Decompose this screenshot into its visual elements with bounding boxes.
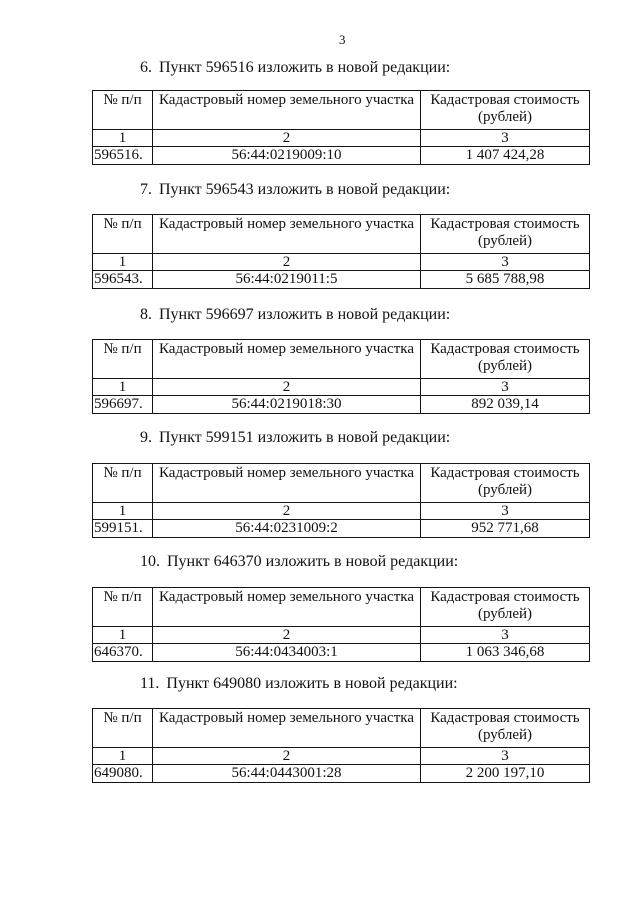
header-number: № п/п	[93, 340, 153, 379]
section-number: 10.	[140, 553, 160, 570]
item-number: 649080.	[93, 765, 153, 783]
header-number: № п/п	[93, 215, 153, 254]
cadastral-number: 56:44:0434003:1	[153, 644, 421, 662]
header-number: № п/п	[93, 91, 153, 130]
header-cadastral-cost: Кадастровая стоимость (рублей)	[421, 91, 590, 130]
item-number: 596516.	[93, 147, 153, 165]
section-heading	[140, 553, 458, 571]
cadastral-table	[92, 90, 590, 165]
column-index: 1	[93, 254, 153, 271]
column-index: 1	[93, 627, 153, 644]
cadastral-table	[92, 463, 590, 538]
column-index: 2	[153, 503, 421, 520]
header-number: № п/п	[93, 588, 153, 627]
cadastral-table	[92, 708, 590, 783]
section-text: Пункт 649080 изложить в новой редакции:	[166, 675, 458, 692]
cadastral-number: 56:44:0231009:2	[153, 520, 421, 538]
column-index: 2	[153, 254, 421, 271]
item-number: 596543.	[93, 271, 153, 289]
column-index: 3	[421, 627, 590, 644]
header-number: № п/п	[93, 709, 153, 748]
table-header-row	[93, 709, 590, 748]
cadastral-cost: 5 685 788,98	[421, 271, 590, 289]
section-text: Пункт 596516 изложить в новой редакции:	[159, 59, 451, 76]
table-row	[93, 271, 590, 289]
item-number: 599151.	[93, 520, 153, 538]
column-index: 1	[93, 130, 153, 147]
section-text: Пункт 599151 изложить в новой редакции:	[159, 429, 451, 446]
table-row	[93, 644, 590, 662]
section-text: Пункт 646370 изложить в новой редакции:	[167, 553, 459, 570]
column-index-row	[93, 748, 590, 765]
cadastral-number: 56:44:0219011:5	[153, 271, 421, 289]
header-cadastral-number: Кадастровый номер земельного участка	[153, 588, 421, 627]
column-index-row	[93, 503, 590, 520]
column-index-row	[93, 254, 590, 271]
item-number: 596697.	[93, 396, 153, 414]
column-index: 3	[421, 748, 590, 765]
column-index: 2	[153, 379, 421, 396]
table-header-row	[93, 588, 590, 627]
cadastral-cost: 1 407 424,28	[421, 147, 590, 165]
header-cadastral-number: Кадастровый номер земельного участка	[153, 709, 421, 748]
section-heading	[140, 59, 450, 77]
table-header-row	[93, 464, 590, 503]
header-cadastral-number: Кадастровый номер земельного участка	[153, 464, 421, 503]
column-index: 3	[421, 130, 590, 147]
cadastral-number: 56:44:0443001:28	[153, 765, 421, 783]
item-number: 646370.	[93, 644, 153, 662]
cadastral-cost: 952 771,68	[421, 520, 590, 538]
table-header-row	[93, 340, 590, 379]
column-index: 2	[153, 130, 421, 147]
cadastral-number: 56:44:0219018:30	[153, 396, 421, 414]
table-header-row	[93, 215, 590, 254]
section-text: Пункт 596697 изложить в новой редакции:	[159, 306, 451, 323]
section-heading	[140, 306, 450, 324]
section-number: 6.	[140, 59, 152, 76]
table-header-row	[93, 91, 590, 130]
cadastral-number: 56:44:0219009:10	[153, 147, 421, 165]
column-index: 3	[421, 254, 590, 271]
header-cadastral-cost: Кадастровая стоимость (рублей)	[421, 340, 590, 379]
cadastral-table	[92, 214, 590, 289]
section-number: 11.	[140, 675, 160, 692]
header-cadastral-cost: Кадастровая стоимость (рублей)	[421, 215, 590, 254]
table-row	[93, 147, 590, 165]
column-index-row	[93, 379, 590, 396]
column-index: 1	[93, 503, 153, 520]
section-number: 9.	[140, 429, 152, 446]
header-cadastral-cost: Кадастровая стоимость (рублей)	[421, 464, 590, 503]
header-number: № п/п	[93, 464, 153, 503]
cadastral-table	[92, 587, 590, 662]
section-heading	[140, 429, 450, 447]
column-index: 2	[153, 627, 421, 644]
column-index: 3	[421, 379, 590, 396]
header-cadastral-cost: Кадастровая стоимость (рублей)	[421, 709, 590, 748]
table-row	[93, 396, 590, 414]
page-number: 3	[339, 32, 346, 47]
column-index: 3	[421, 503, 590, 520]
cadastral-table	[92, 339, 590, 414]
column-index: 2	[153, 748, 421, 765]
cadastral-cost: 2 200 197,10	[421, 765, 590, 783]
column-index: 1	[93, 748, 153, 765]
cadastral-cost: 1 063 346,68	[421, 644, 590, 662]
header-cadastral-number: Кадастровый номер земельного участка	[153, 340, 421, 379]
section-heading	[140, 675, 458, 693]
header-cadastral-number: Кадастровый номер земельного участка	[153, 215, 421, 254]
cadastral-cost: 892 039,14	[421, 396, 590, 414]
section-text: Пункт 596543 изложить в новой редакции:	[159, 181, 451, 198]
table-row	[93, 765, 590, 783]
section-number: 7.	[140, 181, 152, 198]
section-number: 8.	[140, 306, 152, 323]
header-cadastral-number: Кадастровый номер земельного участка	[153, 91, 421, 130]
column-index-row	[93, 130, 590, 147]
table-row	[93, 520, 590, 538]
header-cadastral-cost: Кадастровая стоимость (рублей)	[421, 588, 590, 627]
column-index-row	[93, 627, 590, 644]
column-index: 1	[93, 379, 153, 396]
section-heading	[140, 181, 450, 199]
